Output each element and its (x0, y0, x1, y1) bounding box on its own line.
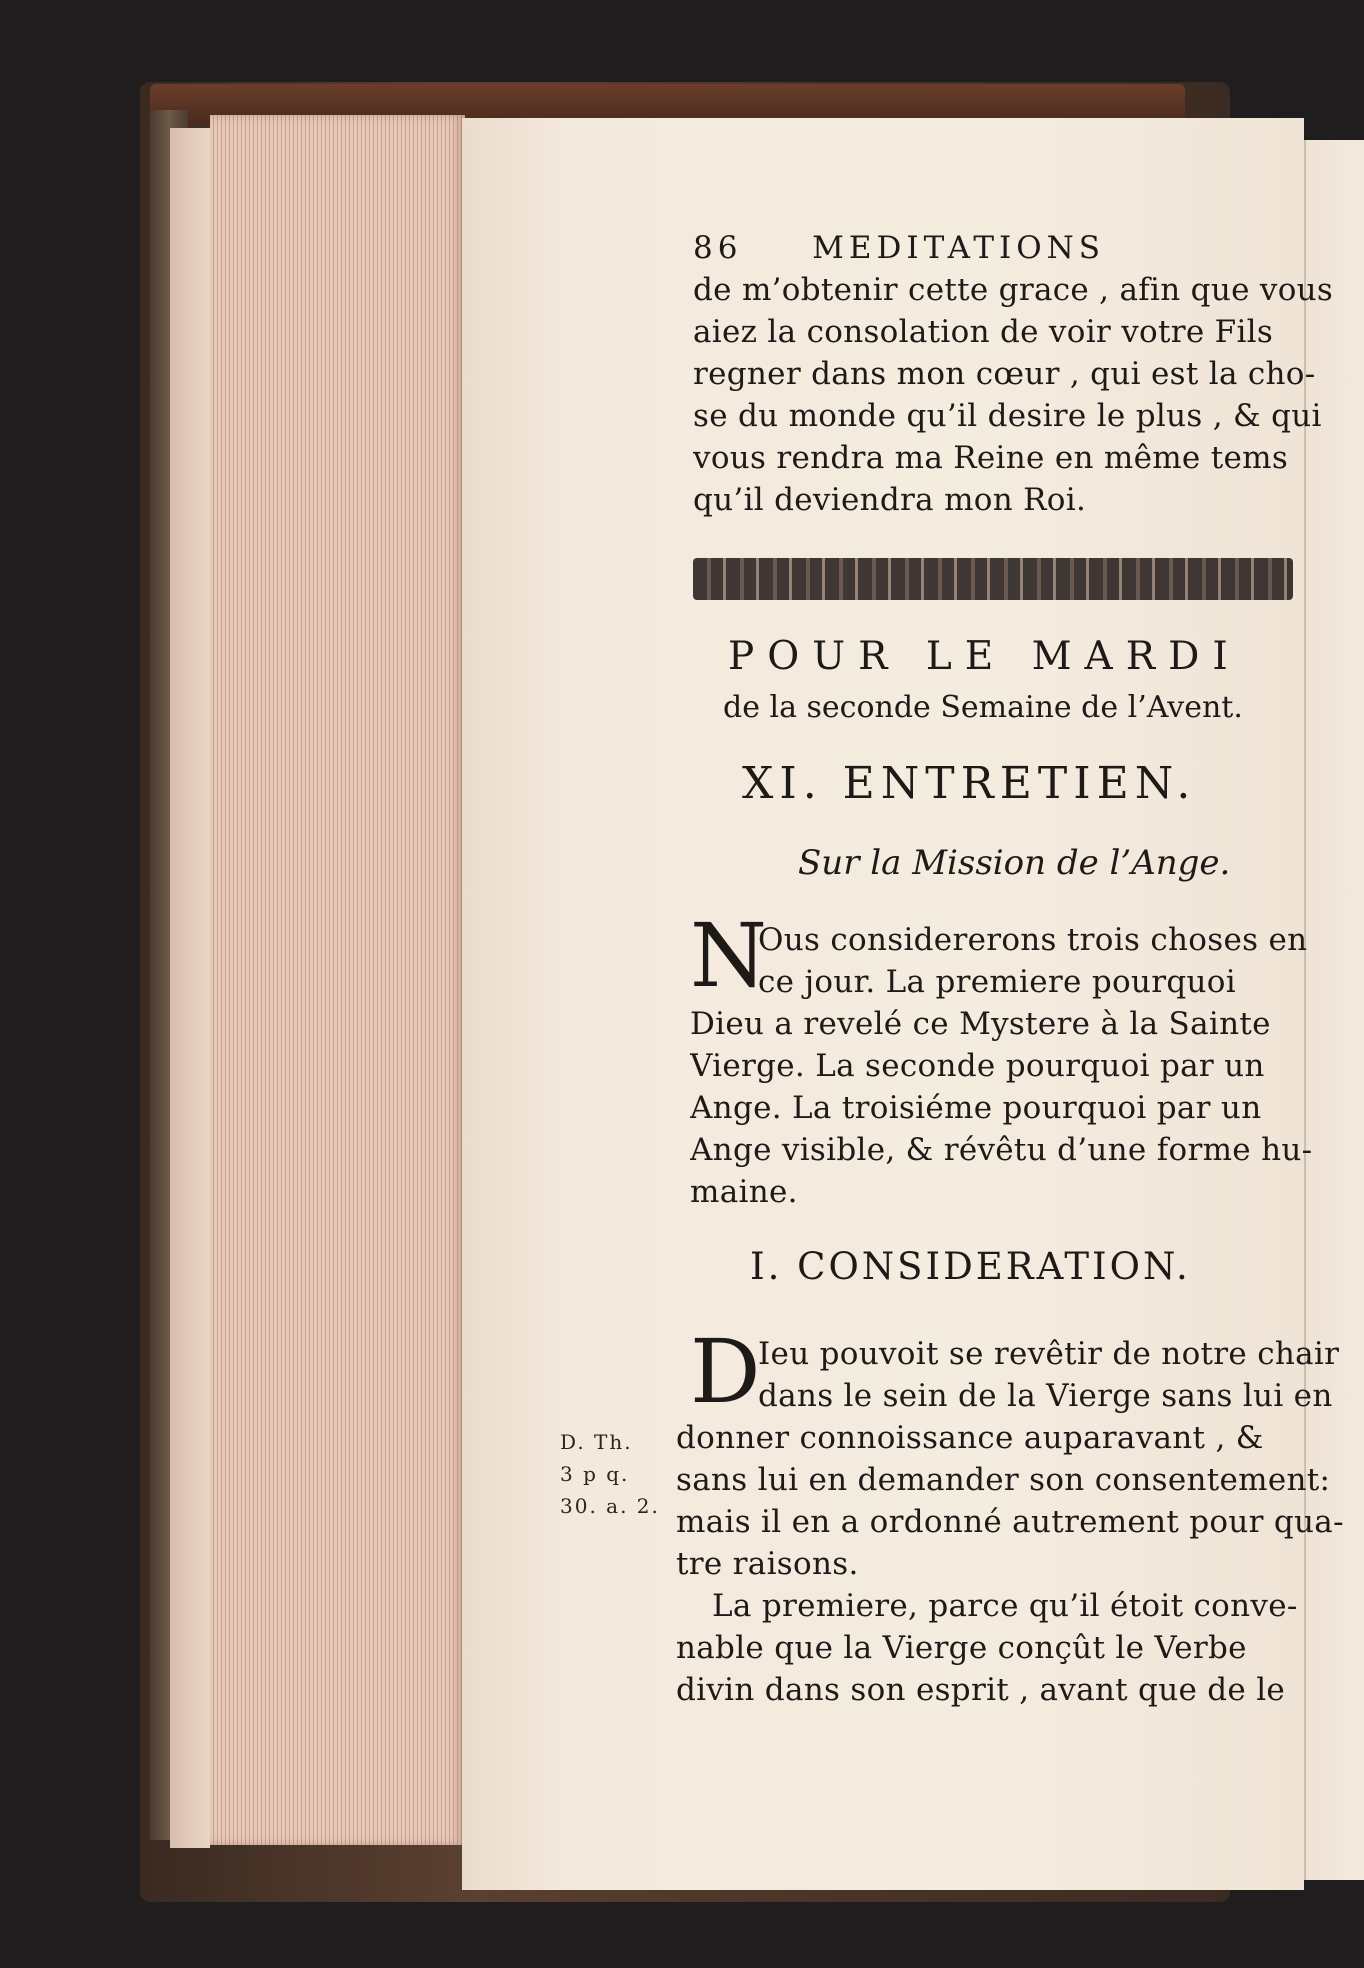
entretien-title: XI. ENTRETIEN. (742, 758, 1197, 809)
body-line: qu’il deviendra mon Roi. (693, 482, 1087, 518)
ornamental-divider (693, 558, 1293, 600)
left-page-block (170, 128, 210, 1848)
margin-note-line: D. Th. (560, 1430, 633, 1454)
body-line: aiez la consolation de voir votre Fils (693, 314, 1274, 350)
consideration-heading: I. CONSIDERATION. (750, 1245, 1191, 1288)
running-title: MEDITATIONS (812, 230, 1106, 266)
body-line: nable que la Vierge conçût le Verbe (676, 1630, 1247, 1666)
section-subheading: de la seconde Semaine de l’Avent. (723, 690, 1243, 725)
body-line: Ieu pouvoit se revêtir de notre chair (758, 1336, 1340, 1372)
body-line: maine. (690, 1174, 798, 1210)
margin-note-line: 30. a. 2. (560, 1494, 660, 1518)
margin-note-line: 3 p q. (560, 1462, 630, 1486)
body-line: divin dans son esprit , avant que de le (676, 1672, 1286, 1708)
body-line: Ous considererons trois choses en (758, 922, 1308, 958)
body-line: Ange visible, & révêtu d’une forme hu- (690, 1132, 1313, 1168)
body-line: donner connoissance auparavant , & (676, 1420, 1264, 1456)
section-heading: POUR LE MARDI (728, 634, 1241, 679)
page-number: 86 (693, 230, 743, 266)
drop-cap: N (690, 912, 767, 1000)
body-line: Dieu a revelé ce Mystere à la Sainte (690, 1006, 1271, 1042)
body-line: vous rendra ma Reine en même tems (693, 440, 1289, 476)
body-line: se du monde qu’il desire le plus , & qui (693, 398, 1322, 434)
body-line: ce jour. La premiere pourquoi (758, 964, 1236, 1000)
body-line: sans lui en demander son consentement: (676, 1462, 1331, 1498)
body-line: Ange. La troisiéme pourquoi par un (690, 1090, 1262, 1126)
body-line: La premiere, parce qu’il étoit conve- (712, 1588, 1298, 1624)
body-line: regner dans mon cœur , qui est la cho- (693, 356, 1316, 392)
body-line: de m’obtenir cette grace , afin que vous (693, 272, 1334, 308)
body-line: Vierge. La seconde pourquoi par un (690, 1048, 1265, 1084)
body-line: tre raisons. (676, 1546, 859, 1582)
running-head (693, 230, 1105, 266)
page-edges (210, 115, 465, 1845)
entretien-subject: Sur la Mission de l’Ange. (798, 843, 1231, 883)
body-line: dans le sein de la Vierge sans lui en (758, 1378, 1333, 1414)
drop-cap: D (690, 1328, 761, 1416)
body-line: mais il en a ordonné autrement pour qua- (676, 1504, 1344, 1540)
